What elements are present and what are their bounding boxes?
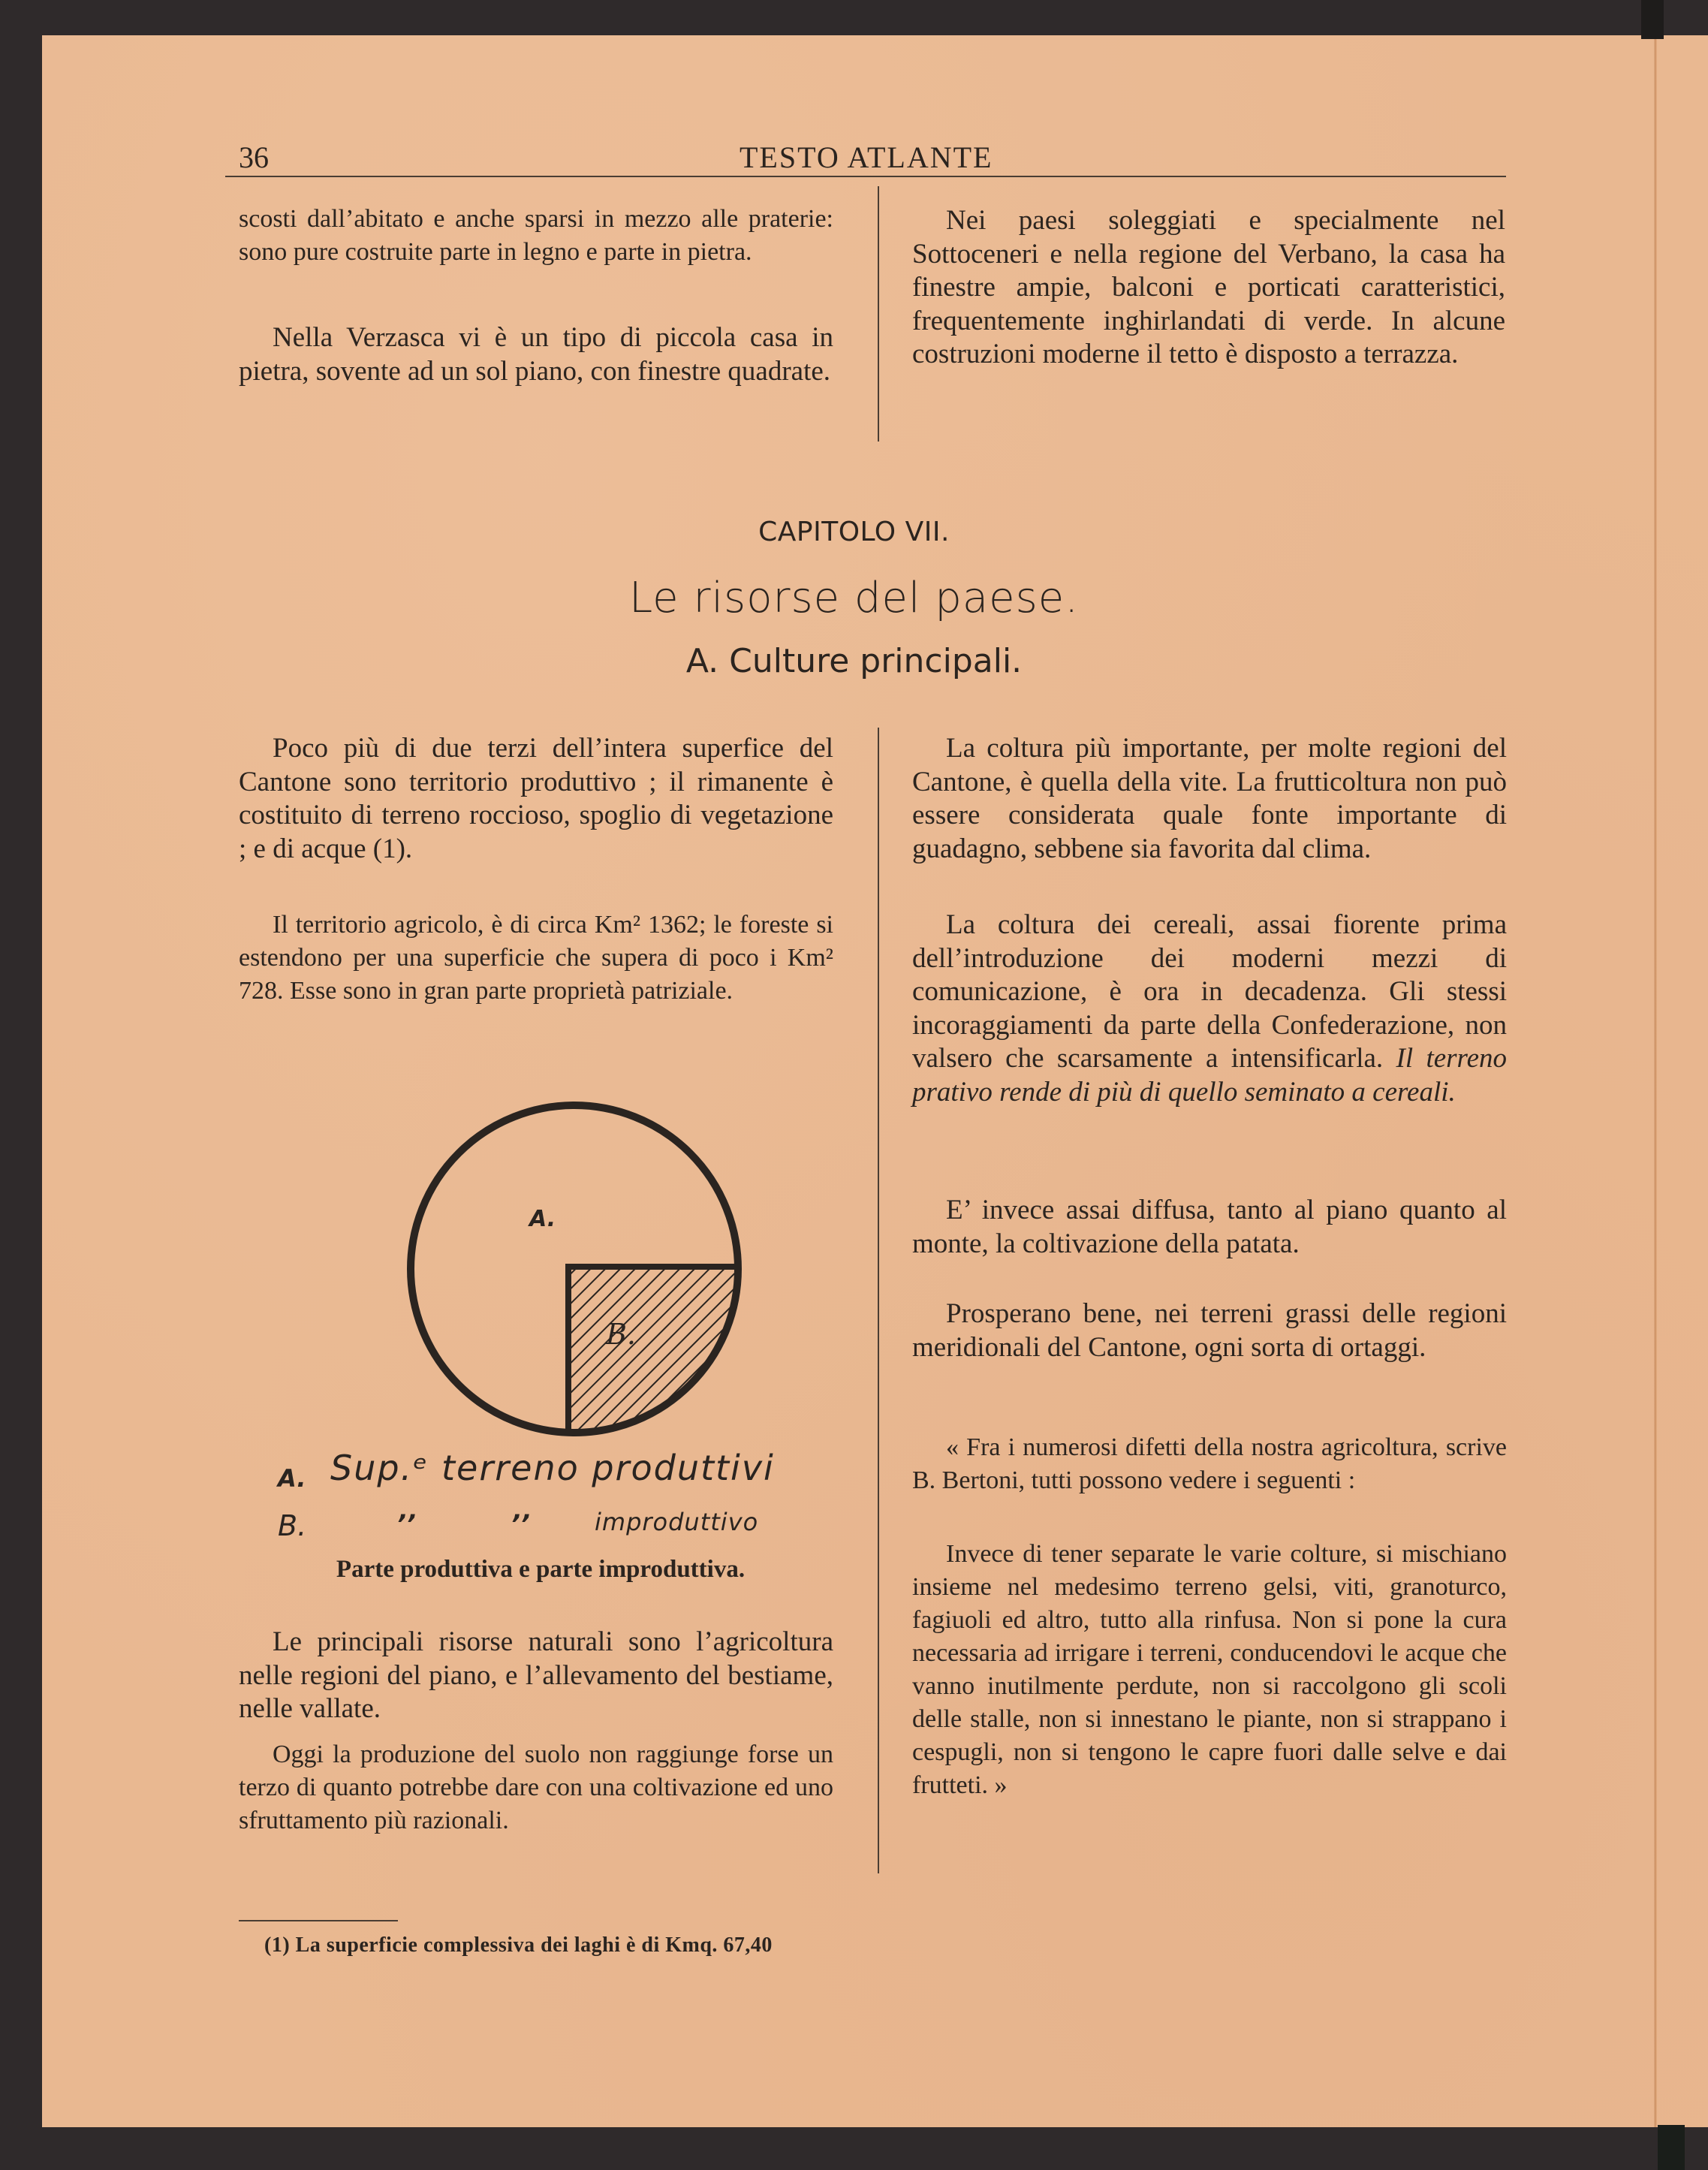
section-title: A. Culture principali. bbox=[685, 642, 1023, 680]
top-right-paragraph-1: Nei paesi soleggiati e specialmente nel Sottoceneri e nella regione del Verbano, la casa ha finestre ampie, balconi e porticati caratteristici, frequentemente inghirlandati di verde. In alcune costruzioni moderne il tetto è disposto a terrazza. bbox=[912, 205, 1505, 369]
quote-body: Invece di tener separate le varie colture, si mischiano insieme nel medesimo terreno gelsi, viti, granoturco, fagiuoli ed altro, tutto alla rinfusa. Non si pone la cura necessaria ad irrigare i terreni, conducendovi le acque che vanno inutilmente perdute, non si raccolgono gli scoli delle stalle, non si innestano le piante, non si strappano i cespugli, non si tengono le capre fuori dalle selve e dai frutteti. » bbox=[912, 1540, 1507, 1799]
right-paragraph-4: Prosperano bene, nei terreni grassi delle regioni meridionali del Cantone, ogni sorta di ortaggi. bbox=[912, 1298, 1507, 1363]
right-paragraph-2 bbox=[912, 909, 1507, 1109]
main-column-divider bbox=[878, 728, 879, 1873]
top-left-paragraph-1: scosti dall’abitato e anche sparsi in mezzo alle praterie: sono pure costruite parte in legno e parte in pietra. bbox=[239, 205, 833, 266]
diagram-label-a: A. bbox=[529, 1206, 556, 1232]
legend-b-key: B. bbox=[278, 1509, 307, 1542]
legend-b-ditto-mark: ’’ bbox=[396, 1509, 416, 1539]
legend-a-text: Sup.ᵉ terreno produttivi bbox=[330, 1448, 775, 1488]
running-title: TESTO ATLANTE bbox=[740, 140, 993, 174]
legend-a-key: A. bbox=[278, 1464, 306, 1493]
right-paragraph-2-italic: Il terreno prativo rende di più di quello seminato a cereali. bbox=[912, 1043, 1507, 1108]
top-column-divider bbox=[878, 186, 879, 442]
spine-edge-bottom bbox=[1658, 2125, 1685, 2170]
unproductive-sector bbox=[568, 1267, 749, 1442]
diagram-label-b: B. bbox=[606, 1318, 637, 1351]
legend-b-text: improduttivo bbox=[595, 1508, 759, 1536]
left-paragraph-2: Il territorio agricolo, è di circa Km² 1362; le foreste si estendono per una superficie che supera di poco i Km² 728. Esse sono in gran parte proprietà patriziale. bbox=[239, 911, 833, 1005]
chapter-title: Le risorse del paese. bbox=[628, 574, 1080, 622]
footnote-rule bbox=[239, 1920, 398, 1921]
chapter-label: CAPITOLO VII. bbox=[758, 517, 950, 547]
left-paragraph-1: Poco più di due terzi dell’intera superfice del Cantone sono territorio produttivo ; il rimanente è costituito di terreno roccioso, spoglio di vegetazione ; e di acque (1). bbox=[239, 733, 833, 864]
spine-edge-top bbox=[1641, 0, 1664, 39]
right-paragraph-1: La coltura più importante, per molte regioni del Cantone, è quella della vite. La frutticoltura non può essere considerata quale fonte importante di guadagno, sebbene sia favorita dal clima. bbox=[912, 733, 1507, 864]
header-rule bbox=[225, 176, 1506, 177]
left-paragraph-3: Le principali risorse naturali sono l’agricoltura nelle regioni del piano, e l’allevamento del bestiame, nelle vallate. bbox=[239, 1626, 833, 1724]
page-gutter bbox=[1654, 35, 1657, 2127]
figure-caption: Parte produttiva e parte improduttiva. bbox=[336, 1556, 746, 1583]
right-paragraph-3: E’ invece assai diffusa, tanto al piano quanto al monte, la coltivazione della patata. bbox=[912, 1195, 1507, 1259]
page-number: 36 bbox=[239, 140, 269, 174]
right-paragraph-2-text: La coltura dei cereali, assai fiorente prima dell’introduzione dei moderni mezzi di comunicazione, è ora in decadenza. Gli stessi incoraggiamenti da parte della Confederazione, non valsero che scarsamente a intensificarla. bbox=[912, 909, 1507, 1074]
top-left-paragraph-2: Nella Verzasca vi è un tipo di piccola casa in pietra, sovente ad un sol piano, con finestre quadrate. bbox=[239, 322, 833, 387]
left-paragraph-4: Oggi la produzione del suolo non raggiunge forse un terzo di quanto potrebbe dare con una coltivazione ed uno sfruttamento più razionali. bbox=[239, 1741, 833, 1834]
legend-b-ditto-mark: ’’ bbox=[511, 1509, 530, 1539]
footnote: (1) La superficie complessiva dei laghi è di Kmq. 67,40 bbox=[264, 1933, 773, 1957]
quote-intro: « Fra i numerosi difetti della nostra agricoltura, scrive B. Bertoni, tutti possono vedere i seguenti : bbox=[912, 1433, 1507, 1494]
productive-land-diagram bbox=[394, 1093, 755, 1442]
